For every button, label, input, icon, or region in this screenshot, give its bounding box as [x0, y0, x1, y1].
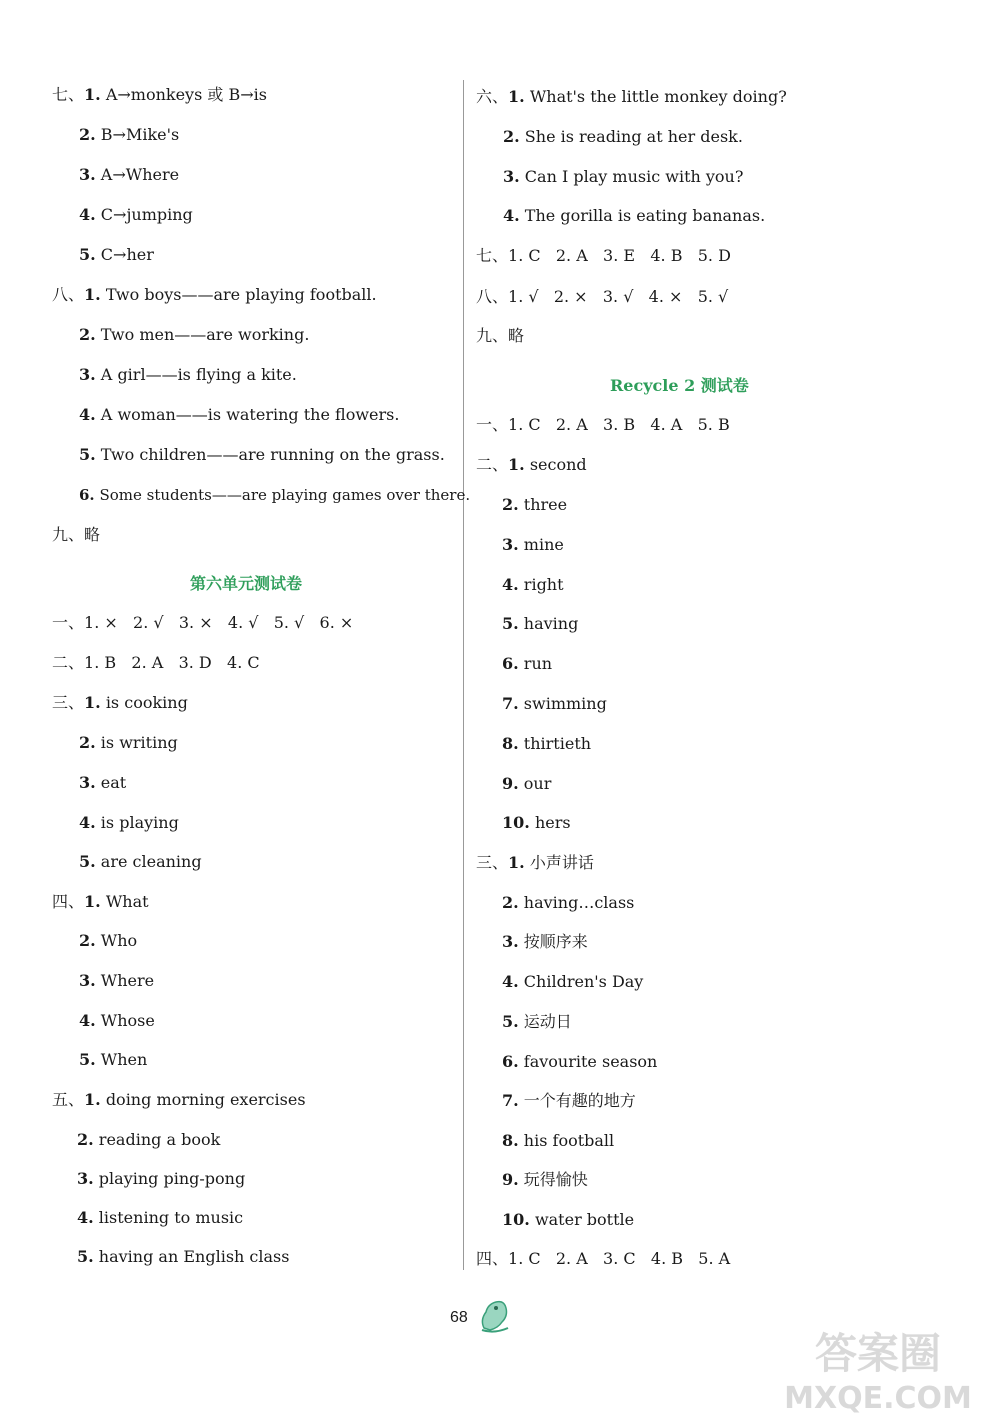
- answer-line: 4. The gorilla is eating bananas.: [503, 206, 766, 225]
- answer-line: 5. having: [502, 614, 579, 633]
- answer-line: 2. B→Mike's: [79, 125, 180, 144]
- answer-line: 2. is writing: [79, 733, 178, 752]
- answer-line: 3. Where: [79, 971, 155, 990]
- answer-line: 4. A woman——is watering the flowers.: [79, 405, 400, 424]
- answer-line: 九、略: [52, 525, 101, 544]
- answer-line: 3. A→Where: [79, 165, 180, 184]
- answer-line: 4. Children's Day: [502, 972, 644, 991]
- page-number: 68: [450, 1309, 468, 1326]
- answer-line: 5. C→her: [79, 245, 154, 264]
- answer-line: 5. 运动日: [502, 1012, 572, 1031]
- answer-line: 9. 玩得愉快: [502, 1170, 588, 1189]
- answer-line: 2. Two men——are working.: [79, 325, 310, 344]
- answer-line: 四、1. C 2. A 3. C 4. B 5. A: [476, 1249, 731, 1268]
- answer-line: 3. mine: [502, 535, 564, 554]
- answer-line: 7. 一个有趣的地方: [502, 1091, 636, 1110]
- answer-line: 9. our: [502, 774, 552, 793]
- answer-line: 5. When: [79, 1050, 148, 1069]
- answer-line: 三、1. is cooking: [52, 693, 188, 712]
- answer-line: 四、1. What: [52, 892, 149, 911]
- answer-line: 3. playing ping-pong: [77, 1169, 246, 1188]
- section-heading-unit6: 第六单元测试卷: [190, 574, 303, 593]
- answer-line: 8. thirtieth: [502, 734, 592, 753]
- answer-line: 4. listening to music: [77, 1208, 244, 1227]
- answer-line: 5. having an English class: [77, 1247, 290, 1266]
- watermark-logo: [760, 1320, 995, 1415]
- answer-line: 六、1. What's the little monkey doing?: [476, 87, 787, 106]
- answer-line: 二、1. B 2. A 3. D 4. C: [52, 653, 260, 672]
- svg-text:MXQE.COM: MXQE.COM: [784, 1381, 972, 1415]
- answer-line: 八、1. Two boys——are playing football.: [52, 285, 377, 304]
- answer-line: 4. Whose: [79, 1011, 155, 1030]
- answer-line: 2. Who: [79, 931, 138, 950]
- column-divider: [463, 80, 464, 1270]
- answer-line: 七、1. C 2. A 3. E 4. B 5. D: [476, 246, 731, 265]
- answer-line: 10. hers: [502, 813, 571, 832]
- answer-line: 九、略: [476, 326, 525, 345]
- answer-line: 3. 按顺序来: [502, 932, 588, 951]
- answer-line: 2. three: [502, 495, 568, 514]
- answer-line: 4. C→jumping: [79, 205, 193, 224]
- answer-line: 八、1. √ 2. × 3. √ 4. × 5. √: [476, 287, 729, 306]
- answer-line: 4. right: [502, 575, 564, 594]
- answer-line: 7. swimming: [502, 694, 607, 713]
- answer-line: 6. favourite season: [502, 1052, 658, 1071]
- answer-line: 3. eat: [79, 773, 127, 792]
- answer-line: 二、1. second: [476, 455, 587, 474]
- answer-line: 5. Two children——are running on the grass.: [79, 445, 445, 464]
- answer-line: 5. are cleaning: [79, 852, 202, 871]
- answer-line: 10. water bottle: [502, 1210, 635, 1229]
- answer-line: 6. Some students——are playing games over there.: [79, 486, 471, 504]
- answer-line: 6. run: [502, 654, 553, 673]
- answer-line: 2. She is reading at her desk.: [503, 127, 743, 146]
- answer-line: 2. reading a book: [77, 1130, 221, 1149]
- answer-line: 七、1. A→monkeys 或 B→is: [52, 85, 267, 104]
- mascot-icon: [474, 1290, 514, 1334]
- answer-line: 五、1. doing morning exercises: [52, 1090, 306, 1109]
- answer-line: 3. Can I play music with you?: [503, 167, 744, 186]
- answer-line: 4. is playing: [79, 813, 179, 832]
- answer-line: 三、1. 小声讲话: [476, 853, 594, 872]
- answer-line: 一、1. C 2. A 3. B 4. A 5. B: [476, 415, 730, 434]
- section-heading-recycle2: Recycle 2 测试卷: [610, 376, 749, 395]
- answer-line: 2. having…class: [502, 893, 635, 912]
- answer-line: 8. his football: [502, 1131, 615, 1150]
- answer-line: 3. A girl——is flying a kite.: [79, 365, 297, 384]
- answer-line: 一、1. × 2. √ 3. × 4. √ 5. √ 6. ×: [52, 613, 354, 632]
- svg-text:答案圈: 答案圈: [814, 1329, 942, 1378]
